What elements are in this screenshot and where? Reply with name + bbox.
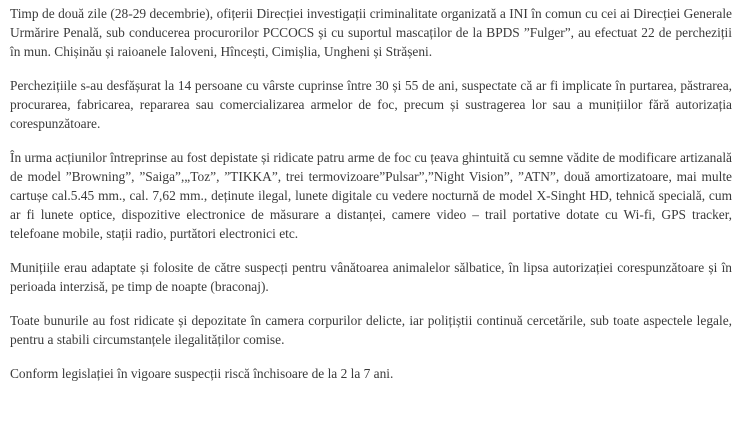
paragraph-penalty: Conform legislației în vigoare suspecții riscă închisoare de la 2 la 7 ani. [10,366,394,381]
paragraph-seized-items: În urma acțiunilor întreprinse au fost depistate și ridicate patru arme de foc cu țeava ghintuită cu semne vădite de modificare artizanală de model ”Browning”, ”Saiga”,„Toz”, ”TIKKA”, trei termovizoare”Pulsar”,”Night Vision”, ”ATN”, două amortizatoare, mai multe cartușe cal.5.45 mm., cal. 7,62 mm., deținute ilegal, lunete digitale cu vedere nocturnă de model X-Singht HD, tehnică specială, cum ar fi lunete optice, dispozitive electronice de măsurare a distanței, camere video – trail portative dotate cu Wi-fi, GPS tracker, telefoane mobile, stații radio, purtători electronici etc. [10,150,732,241]
paragraph-poaching: Munițiile erau adaptate și folosite de către suspecți pentru vânătoarea animalelor sălbatice, în lipsa autorizației corespunzătoare și în perioada interzisă, pe timp de noapte (braconaj). [10,260,732,294]
paragraph-searches-overview: Timp de două zile (28-29 decembrie), ofițerii Direcției investigații criminalitate organizată a INI în comun cu cei ai Direcției Generale Urmărire Penală, sub conducerea procurorilor PCCOCS și cu suportul mascaților de la BPDS ”Fulger”, au efectuat 22 de percheziții în mun. Chișinău și raioanele Ialoveni, Hîncești, Cimișlia, Ungheni și Strășeni. [10,6,732,59]
article-body [10,4,732,383]
paragraph-investigation: Toate bunurile au fost ridicate și depozitate în camera corpurilor delicte, iar polițiștii continuă cercetările, sub toate aspectele legale, pentru a stabili circumstanțele ilegalităților comise. [10,313,732,347]
paragraph-suspects: Perchezițiile s-au desfășurat la 14 persoane cu vârste cuprinse între 30 și 55 de ani, suspectate că ar fi implicate în purtarea, păstrarea, procurarea, fabricarea, repararea sau comercializarea armelor de foc, precum și sustragerea lor sau a munițiilor fără autorizația corespunzătoare. [10,78,732,131]
